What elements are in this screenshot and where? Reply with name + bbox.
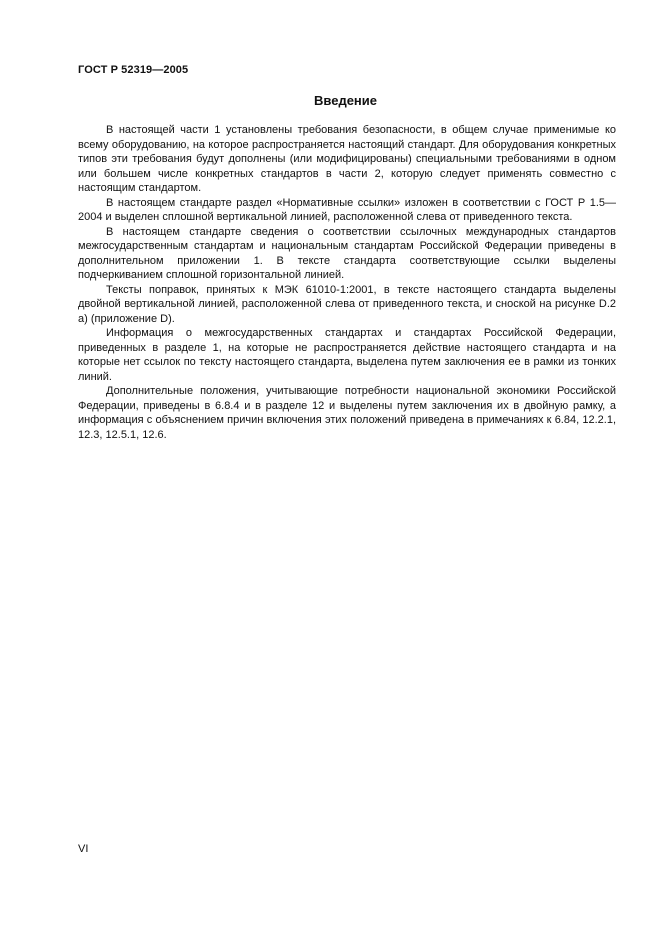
paragraph: В настоящей части 1 установлены требования безопасности, в общем случае применимые ко всему оборудованию, на которое распространяется настоящий стандарт. Для оборудования конкретных типов эти требования будут дополнены (или модифицированы) специальными требованиями в одном или большем числе конкретных стандартов в части 2, которую следует применять совместно с настоящим стандартом. — [78, 124, 616, 194]
paragraph: В настоящем стандарте раздел «Нормативные ссылки» изложен в соответствии с ГОСТ Р 1.5—2004 и выделен сплошной вертикальной линией, расположенной слева от приведенного текста. — [78, 196, 616, 223]
section-title: Введение — [314, 93, 377, 108]
paragraph: Информация о межгосударственных стандартах и стандартах Российской Федерации, приведенных в разделе 1, на которые не распространяется действие настоящего стандарта и на которые нет ссылок по тексту настоящего стандарта, выделена путем заключения ее в рамки из тонких линий. — [78, 327, 616, 383]
standard-code-header: ГОСТ Р 52319—2005 — [78, 64, 189, 76]
paragraph: Тексты поправок, принятых к МЭК 61010-1:2001, в тексте настоящего стандарта выделены двойной вертикальной линией, расположенной слева от приведенного текста, и сноской на рисунке D.2 а) (приложение D). — [78, 283, 616, 325]
introduction-body — [78, 123, 616, 442]
page-number: VI — [78, 843, 89, 855]
paragraph: В настоящем стандарте сведения о соответствии ссылочных международных стандартов межгосударственным стандартам и национальным стандартам Российской Федерации приведены в дополнительном приложении 1. В тексте стандарта соответствующие ссылки выделены подчеркиванием сплошной горизонтальной линией. — [78, 225, 616, 281]
paragraph: Дополнительные положения, учитывающие потребности национальной экономики Российской Федерации, приведены в 6.8.4 и в разделе 12 и выделены путем заключения их в двойную рамку, а информация с объяснением причин включения этих положений приведена в примечаниях к 6.84, 12.2.1, 12.3, 12.5.1, 12.6. — [78, 385, 616, 441]
